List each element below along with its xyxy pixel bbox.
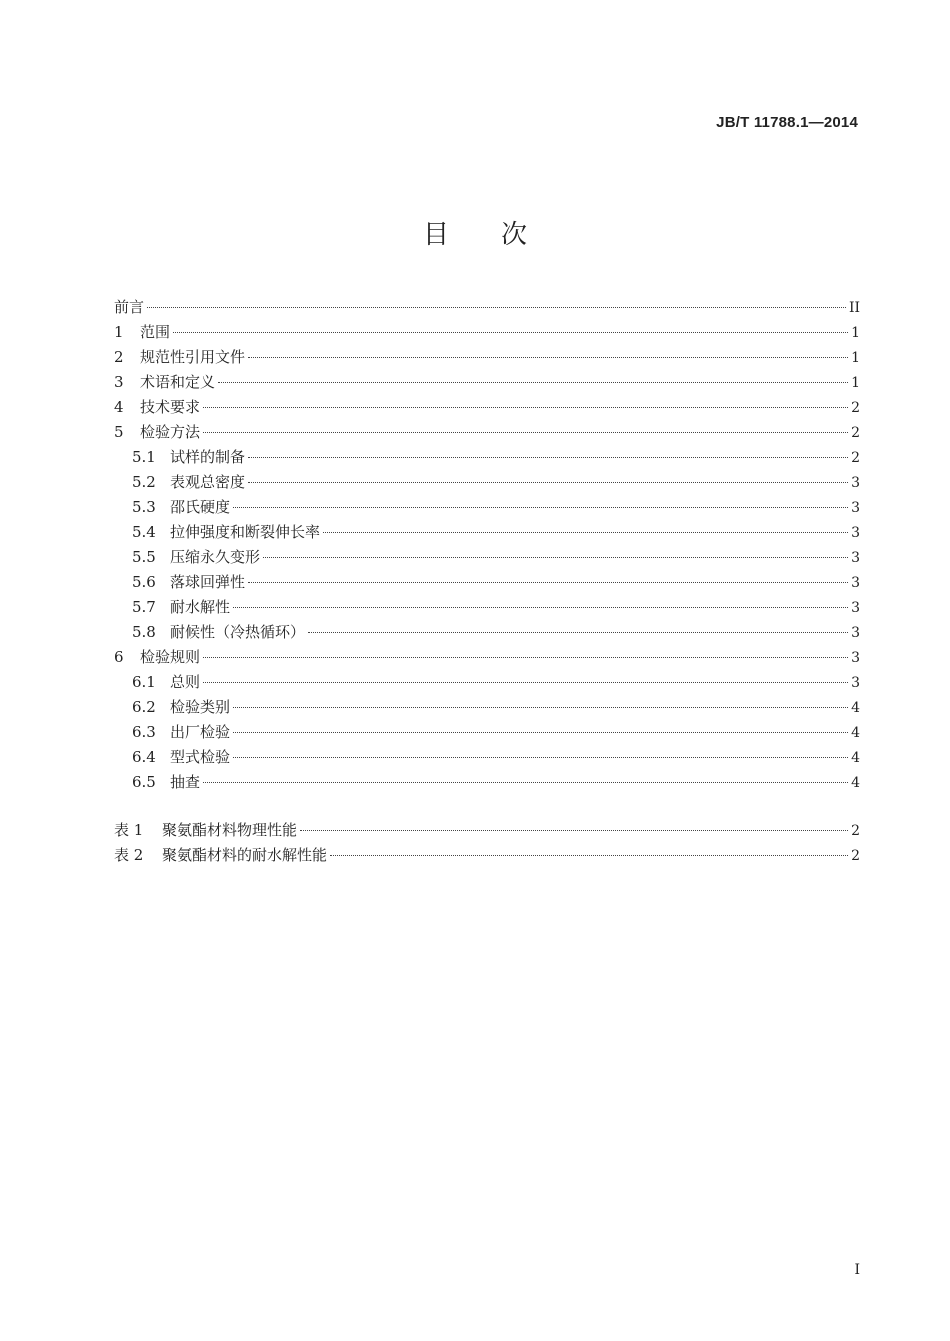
toc-label: 检验规则 [140,648,201,666]
table-label: 聚氨酯材料的耐水解性能 [162,846,328,864]
toc-label: 邵氏硬度 [170,498,231,516]
toc-entry-6-2[interactable] [114,695,860,720]
toc-number: 2 [114,348,124,366]
toc-entry-5-2[interactable] [114,470,860,495]
toc-number: 5.6 [132,573,156,591]
toc-entry-5-7[interactable] [114,595,860,620]
toc-label: 术语和定义 [140,373,216,391]
toc-leader-dots [248,356,848,358]
toc-label: 试样的制备 [170,448,246,466]
toc-label: 抽查 [170,773,201,791]
toc-entry-6-4[interactable] [114,745,860,770]
toc-label: 出厂检验 [170,723,231,741]
toc-label: 耐水解性 [170,598,231,616]
toc-leader-dots [203,406,848,408]
toc-number: 5.2 [132,473,156,491]
toc-label: 耐候性（冷热循环） [170,623,306,641]
table-number: 表 2 [114,846,144,864]
toc-entry-5-1[interactable] [114,445,860,470]
toc-page-number: 4 [851,775,860,791]
toc-entry-foreword[interactable] [114,295,860,320]
toc-leader-dots [308,631,848,633]
table-of-contents [114,295,860,795]
toc-page-number: 4 [851,700,860,716]
toc-label: 落球回弹性 [170,573,246,591]
toc-label: 总则 [170,673,201,691]
toc-leader-dots [203,681,848,683]
toc-page-number: 1 [851,325,860,341]
toc-leader-dots [203,431,848,433]
toc-entry-5[interactable] [114,420,860,445]
toc-entry-6-1[interactable] [114,670,860,695]
table-entry-1[interactable] [114,818,860,843]
toc-label: 表观总密度 [170,473,246,491]
toc-entry-2[interactable] [114,345,860,370]
toc-label: 规范性引用文件 [140,348,246,366]
toc-leader-dots [248,456,848,458]
standard-code: JB/T 11788.1—2014 [716,114,858,131]
toc-entry-1[interactable] [114,320,860,345]
toc-number: 4 [114,398,124,416]
toc-label: 技术要求 [140,398,201,416]
toc-number: 6 [114,648,124,666]
toc-number: 6.1 [132,673,156,691]
toc-number: 6.5 [132,773,156,791]
toc-page-number: 3 [851,550,860,566]
toc-leader-dots [248,481,848,483]
toc-number: 5.7 [132,598,156,616]
toc-leader-dots [248,581,848,583]
toc-label: 拉伸强度和断裂伸长率 [170,523,321,541]
toc-number: 6.3 [132,723,156,741]
toc-number: 6.2 [132,698,156,716]
toc-label: 检验方法 [140,423,201,441]
toc-page-number: 3 [851,650,860,666]
toc-leader-dots [203,781,848,783]
toc-page-number: 3 [851,600,860,616]
table-number: 表 1 [114,821,144,839]
toc-leader-dots [233,756,848,758]
toc-leader-dots [233,506,848,508]
toc-page-number: 4 [851,725,860,741]
toc-number: 1 [114,323,124,341]
toc-number: 6.4 [132,748,156,766]
toc-label: 型式检验 [170,748,231,766]
toc-page-number: 1 [851,375,860,391]
toc-entry-5-3[interactable] [114,495,860,520]
toc-label: 前言 [114,298,145,316]
toc-leader-dots [300,829,848,831]
toc-page-number: 3 [851,475,860,491]
toc-number: 3 [114,373,124,391]
toc-page-number: 3 [851,575,860,591]
toc-page-number: 2 [851,400,860,416]
toc-entry-6-5[interactable] [114,770,860,795]
list-of-tables [114,818,860,868]
toc-page-number: 3 [851,625,860,641]
toc-entry-5-6[interactable] [114,570,860,595]
page-number: I [854,1262,860,1278]
toc-leader-dots [323,531,848,533]
toc-label: 范围 [140,323,171,341]
toc-leader-dots [330,854,848,856]
toc-entry-6[interactable] [114,645,860,670]
toc-entry-5-8[interactable] [114,620,860,645]
toc-leader-dots [218,381,848,383]
toc-number: 5.4 [132,523,156,541]
toc-number: 5.5 [132,548,156,566]
toc-leader-dots [233,706,848,708]
toc-entry-3[interactable] [114,370,860,395]
toc-page-number: 3 [851,525,860,541]
toc-number: 5.3 [132,498,156,516]
toc-page-number: 2 [851,450,860,466]
toc-number: 5.8 [132,623,156,641]
table-page-number: 2 [851,823,860,839]
toc-page-number: 1 [851,350,860,366]
toc-page-number: II [848,300,860,316]
toc-entry-5-5[interactable] [114,545,860,570]
toc-page-number: 3 [851,675,860,691]
toc-page-number: 3 [851,500,860,516]
table-entry-2[interactable] [114,843,860,868]
toc-entry-5-4[interactable] [114,520,860,545]
table-page-number: 2 [851,848,860,864]
toc-leader-dots [263,556,848,558]
toc-leader-dots [233,731,848,733]
toc-label: 检验类别 [170,698,231,716]
table-label: 聚氨酯材料物理性能 [162,821,298,839]
toc-leader-dots [203,656,848,658]
toc-page-number: 4 [851,750,860,766]
toc-leader-dots [173,331,848,333]
toc-leader-dots [147,306,846,308]
toc-number: 5 [114,423,124,441]
toc-page-number: 2 [851,425,860,441]
toc-number: 5.1 [132,448,156,466]
page-title: 目次 [422,220,579,250]
toc-leader-dots [233,606,848,608]
toc-entry-6-3[interactable] [114,720,860,745]
toc-label: 压缩永久变形 [170,548,261,566]
toc-entry-4[interactable] [114,395,860,420]
